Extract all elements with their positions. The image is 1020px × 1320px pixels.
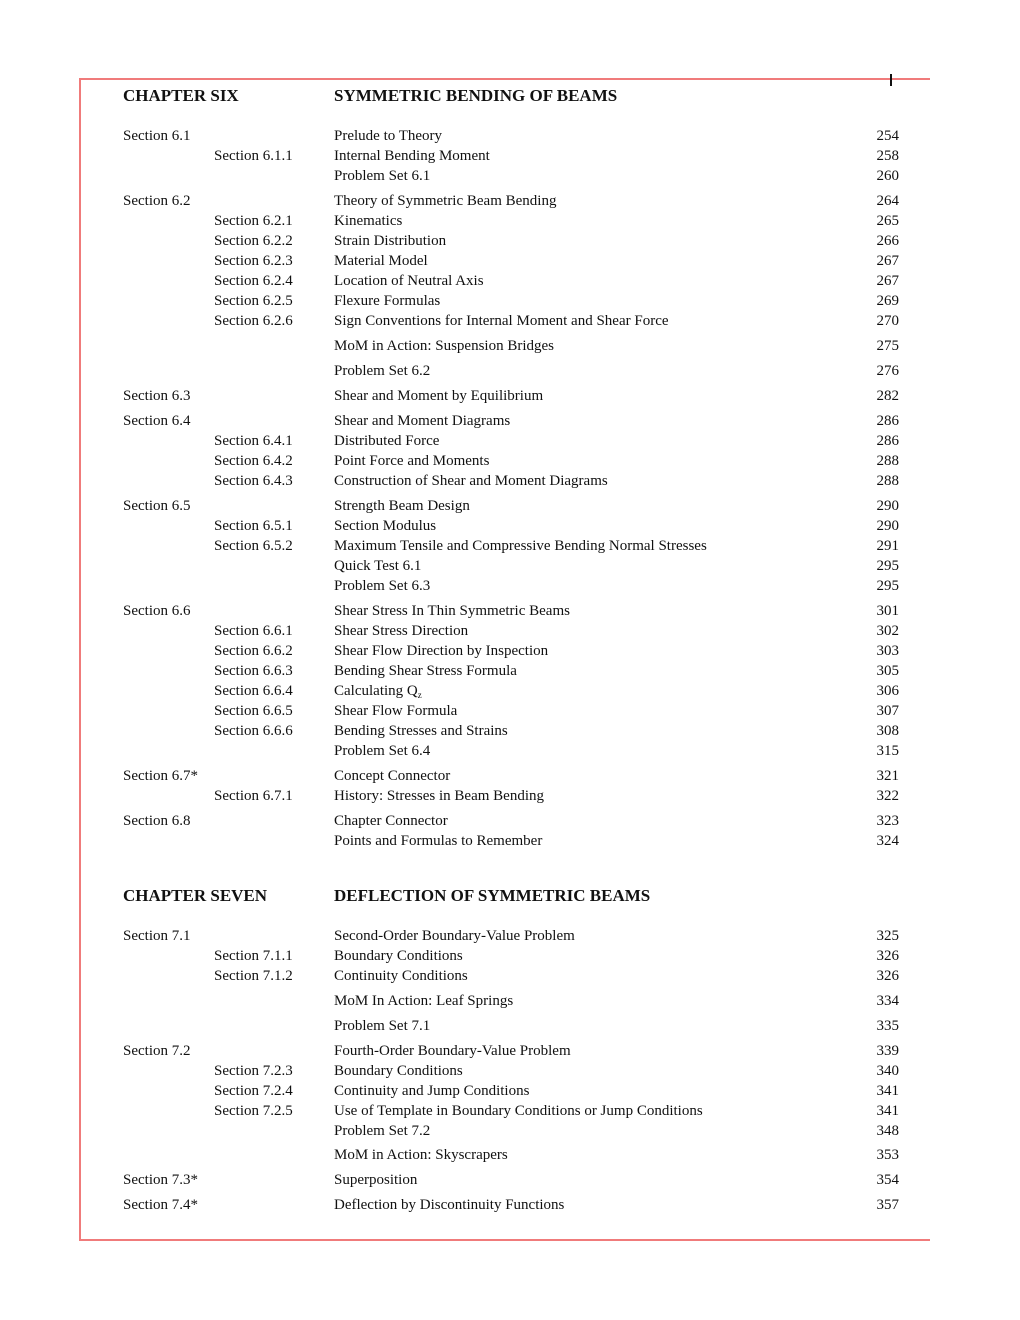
toc-entry[interactable] xyxy=(0,431,1020,451)
subsection-number: Section 6.2.6 xyxy=(214,313,293,329)
toc-entry[interactable] xyxy=(0,496,1020,516)
entry-title xyxy=(334,451,489,471)
toc-entry[interactable] xyxy=(0,991,1020,1011)
page-number: 295 xyxy=(876,578,899,594)
entry-title xyxy=(334,991,513,1011)
entry-title xyxy=(334,271,484,291)
toc-entry[interactable] xyxy=(0,126,1020,146)
toc-entry[interactable] xyxy=(0,291,1020,311)
toc-entry[interactable] xyxy=(0,411,1020,431)
entry-title-text: Kinematics xyxy=(334,213,403,229)
subsection-number: Section 6.7.1 xyxy=(214,788,293,804)
entry-title-text: Flexure Formulas xyxy=(334,293,441,309)
entry-title-text: Sign Conventions for Internal Moment and Shear Force xyxy=(334,313,669,329)
entry-title xyxy=(334,741,430,761)
entry-title xyxy=(334,1041,571,1061)
subsection-number: Section 6.5.2 xyxy=(214,538,293,554)
toc-entry[interactable] xyxy=(0,1121,1020,1141)
subsection-number: Section 7.2.5 xyxy=(214,1103,293,1119)
entry-title-text: Calculating Q xyxy=(334,683,418,699)
entry-title xyxy=(334,1061,463,1081)
entry-title-text: Problem Set 6.1 xyxy=(334,168,431,184)
entry-title xyxy=(334,766,450,786)
entry-title xyxy=(334,576,430,596)
page-number: 307 xyxy=(876,703,899,719)
page-number: 290 xyxy=(876,498,899,514)
page-number: 326 xyxy=(876,968,899,984)
chapter-label: CHAPTER SEVEN xyxy=(123,886,268,905)
toc-entry[interactable] xyxy=(0,271,1020,291)
entry-title xyxy=(334,516,436,536)
entry-title-text: Shear Stress In Thin Symmetric Beams xyxy=(334,603,570,619)
entry-title xyxy=(334,166,430,186)
entry-title-text: Material Model xyxy=(334,253,428,269)
section-number: Section 6.8 xyxy=(123,813,191,829)
page-number: 354 xyxy=(876,1172,899,1188)
page-number: 295 xyxy=(876,558,899,574)
toc-entry[interactable] xyxy=(0,621,1020,641)
section-number: Section 6.7* xyxy=(123,768,198,784)
section-number: Section 6.4 xyxy=(123,413,191,429)
entry-title xyxy=(334,681,422,701)
subsection-number: Section 7.2.4 xyxy=(214,1083,293,1099)
page-number: 266 xyxy=(876,233,899,249)
entry-title-text: Problem Set 7.2 xyxy=(334,1123,431,1139)
entry-title-text: Internal Bending Moment xyxy=(334,148,490,164)
page-number: 265 xyxy=(876,213,899,229)
toc-entry[interactable] xyxy=(0,601,1020,621)
subsection-number: Section 6.4.2 xyxy=(214,453,293,469)
entry-title xyxy=(334,191,556,211)
toc-entry[interactable] xyxy=(0,251,1020,271)
page-number: 348 xyxy=(876,1123,899,1139)
entry-title-text: Construction of Shear and Moment Diagrams xyxy=(334,473,608,489)
page-frame-bottom-rule xyxy=(79,1239,930,1241)
toc-entry[interactable] xyxy=(0,721,1020,741)
entry-title xyxy=(334,291,440,311)
entry-title xyxy=(334,831,542,851)
entry-title xyxy=(334,411,510,431)
page-number: 323 xyxy=(876,813,899,829)
entry-title xyxy=(334,926,575,946)
page-number: 275 xyxy=(876,338,899,354)
entry-title xyxy=(334,1121,430,1141)
entry-title-text: Point Force and Moments xyxy=(334,453,490,469)
page-number: 322 xyxy=(876,788,899,804)
page-number: 286 xyxy=(876,413,899,429)
page-number: 341 xyxy=(876,1083,899,1099)
section-number: Section 6.2 xyxy=(123,193,191,209)
subsection-number: Section 6.6.2 xyxy=(214,643,293,659)
subsection-number: Section 6.6.4 xyxy=(214,683,293,699)
toc-entry[interactable] xyxy=(0,451,1020,471)
page-number: 291 xyxy=(876,538,899,554)
page-number: 325 xyxy=(876,928,899,944)
subsection-number: Section 6.2.2 xyxy=(214,233,293,249)
toc-entry[interactable] xyxy=(0,1145,1020,1165)
entry-title xyxy=(334,1170,417,1190)
entry-title-text: Problem Set 6.4 xyxy=(334,743,431,759)
section-number: Section 6.5 xyxy=(123,498,191,514)
toc-entry[interactable] xyxy=(0,926,1020,946)
page-number: 254 xyxy=(876,128,899,144)
entry-title xyxy=(334,211,402,231)
entry-title-text: Prelude to Theory xyxy=(334,128,443,144)
page-number: 267 xyxy=(876,273,899,289)
entry-title xyxy=(334,811,448,831)
entry-title xyxy=(334,496,470,516)
chapter-heading xyxy=(0,886,1020,906)
entry-title-text: Shear and Moment Diagrams xyxy=(334,413,511,429)
page-number: 357 xyxy=(876,1197,899,1213)
chapter-title: DEFLECTION OF SYMMETRIC BEAMS xyxy=(334,886,651,905)
toc-entry[interactable] xyxy=(0,1061,1020,1081)
entry-title-text: Concept Connector xyxy=(334,768,451,784)
section-number: Section 6.6 xyxy=(123,603,191,619)
toc-entry[interactable] xyxy=(0,831,1020,851)
page-number: 260 xyxy=(876,168,899,184)
page-number: 306 xyxy=(876,683,899,699)
entry-title-text: Boundary Conditions xyxy=(334,948,463,964)
entry-title xyxy=(334,1081,529,1101)
toc-entry[interactable] xyxy=(0,701,1020,721)
toc-entry[interactable] xyxy=(0,386,1020,406)
entry-title xyxy=(334,701,457,721)
entry-title-text: Problem Set 6.2 xyxy=(334,363,431,379)
section-number: Section 7.2 xyxy=(123,1043,191,1059)
entry-title xyxy=(334,471,608,491)
page-number: 288 xyxy=(876,453,899,469)
entry-title xyxy=(334,336,554,356)
page-number: 288 xyxy=(876,473,899,489)
entry-title-text: Shear Flow Formula xyxy=(334,703,458,719)
entry-title xyxy=(334,386,543,406)
entry-title-text: Points and Formulas to Remember xyxy=(334,833,543,849)
page-number: 308 xyxy=(876,723,899,739)
toc-entry[interactable] xyxy=(0,311,1020,331)
entry-title-text: Use of Template in Boundary Conditions or Jump Conditions xyxy=(334,1103,703,1119)
entry-title-text: Fourth-Order Boundary-Value Problem xyxy=(334,1043,571,1059)
page-number: 334 xyxy=(876,993,899,1009)
subsection-number: Section 6.4.1 xyxy=(214,433,293,449)
toc-entry[interactable] xyxy=(0,741,1020,761)
entry-title xyxy=(334,1195,564,1215)
chapter-title: SYMMETRIC BENDING OF BEAMS xyxy=(334,86,618,105)
toc-entry[interactable] xyxy=(0,681,1020,701)
entry-title-text: Bending Stresses and Strains xyxy=(334,723,508,739)
section-number: Section 7.3* xyxy=(123,1172,198,1188)
toc-entry[interactable] xyxy=(0,966,1020,986)
page-number: 286 xyxy=(876,433,899,449)
toc-entry[interactable] xyxy=(0,231,1020,251)
toc-entry[interactable] xyxy=(0,166,1020,186)
page-number: 335 xyxy=(876,1018,899,1034)
entry-title xyxy=(334,536,707,556)
entry-title xyxy=(334,621,468,641)
toc-entry[interactable] xyxy=(0,516,1020,536)
crop-mark xyxy=(890,74,892,86)
page-number: 270 xyxy=(876,313,899,329)
toc-entry[interactable] xyxy=(0,556,1020,576)
page-number: 290 xyxy=(876,518,899,534)
subsection-number: Section 6.2.1 xyxy=(214,213,293,229)
toc-entry[interactable] xyxy=(0,1170,1020,1190)
toc-entry[interactable] xyxy=(0,336,1020,356)
entry-title xyxy=(334,1016,430,1036)
section-number: Section 7.4* xyxy=(123,1197,198,1213)
page-number: 321 xyxy=(876,768,899,784)
toc-entry[interactable] xyxy=(0,1016,1020,1036)
entry-title-text: Deflection by Discontinuity Functions xyxy=(334,1197,565,1213)
subsection-number: Section 6.6.6 xyxy=(214,723,293,739)
subsection-number: Section 7.1.1 xyxy=(214,948,293,964)
section-number: Section 7.1 xyxy=(123,928,191,944)
entry-title-text: Continuity Conditions xyxy=(334,968,468,984)
entry-title-text: Maximum Tensile and Compressive Bending Normal Stresses xyxy=(334,538,707,554)
page-number: 303 xyxy=(876,643,899,659)
entry-title-text: Bending Shear Stress Formula xyxy=(334,663,517,679)
entry-title xyxy=(334,556,421,576)
toc-entry[interactable] xyxy=(0,1101,1020,1121)
subsection-number: Section 6.4.3 xyxy=(214,473,293,489)
subsection-number: Section 6.2.5 xyxy=(214,293,293,309)
section-number: Section 6.1 xyxy=(123,128,191,144)
subsection-number: Section 6.6.1 xyxy=(214,623,293,639)
entry-title xyxy=(334,251,428,271)
toc-entry[interactable] xyxy=(0,661,1020,681)
entry-title xyxy=(334,946,463,966)
entry-title xyxy=(334,721,508,741)
subsection-number: Section 6.2.3 xyxy=(214,253,293,269)
entry-title xyxy=(334,661,517,681)
entry-title-text: MoM in Action: Suspension Bridges xyxy=(334,338,555,354)
entry-title-text: Second-Order Boundary-Value Problem xyxy=(334,928,575,944)
entry-title xyxy=(334,146,490,166)
entry-title-text: Shear Stress Direction xyxy=(334,623,469,639)
entry-title xyxy=(334,786,544,806)
toc-entry[interactable] xyxy=(0,536,1020,556)
entry-title xyxy=(334,641,548,661)
toc-entry[interactable] xyxy=(0,191,1020,211)
toc-entry[interactable] xyxy=(0,766,1020,786)
entry-title-text: Problem Set 7.1 xyxy=(334,1018,431,1034)
entry-title xyxy=(334,431,439,451)
page-number: 269 xyxy=(876,293,899,309)
page-number: 301 xyxy=(876,603,899,619)
chapter-heading xyxy=(0,86,1020,106)
section-number: Section 6.3 xyxy=(123,388,191,404)
chapter-label: CHAPTER SIX xyxy=(123,86,239,105)
page-number: 315 xyxy=(876,743,899,759)
page-number: 264 xyxy=(876,193,899,209)
subsection-number: Section 6.6.5 xyxy=(214,703,293,719)
page-number: 258 xyxy=(876,148,899,164)
subsection-number: Section 6.2.4 xyxy=(214,273,293,289)
entry-title-text: Chapter Connector xyxy=(334,813,448,829)
page-number: 341 xyxy=(876,1103,899,1119)
subsection-number: Section 7.1.2 xyxy=(214,968,293,984)
page-number: 276 xyxy=(876,363,899,379)
page-number: 302 xyxy=(876,623,899,639)
toc-entry[interactable] xyxy=(0,641,1020,661)
entry-title-text: Problem Set 6.3 xyxy=(334,578,431,594)
subsection-number: Section 6.6.3 xyxy=(214,663,293,679)
toc-entry[interactable] xyxy=(0,146,1020,166)
entry-title-text: Continuity and Jump Conditions xyxy=(334,1083,530,1099)
page-number: 340 xyxy=(876,1063,899,1079)
entry-title-text: Boundary Conditions xyxy=(334,1063,463,1079)
toc-entry[interactable] xyxy=(0,1195,1020,1215)
subsection-number: Section 6.1.1 xyxy=(214,148,293,164)
entry-title-text: MoM In Action: Leaf Springs xyxy=(334,993,514,1009)
entry-title-text: Strength Beam Design xyxy=(334,498,470,514)
subsection-number: Section 7.2.3 xyxy=(214,1063,293,1079)
entry-title-text: Distributed Force xyxy=(334,433,440,449)
page-number: 267 xyxy=(876,253,899,269)
toc-entry[interactable] xyxy=(0,211,1020,231)
page-number: 353 xyxy=(876,1147,899,1163)
entry-title xyxy=(334,126,442,146)
toc-entry[interactable] xyxy=(0,1081,1020,1101)
entry-title xyxy=(334,1145,508,1165)
entry-title-text: History: Stresses in Beam Bending xyxy=(334,788,544,804)
page-number: 326 xyxy=(876,948,899,964)
entry-title-text: Theory of Symmetric Beam Bending xyxy=(334,193,557,209)
toc-entry[interactable] xyxy=(0,471,1020,491)
page-number: 305 xyxy=(876,663,899,679)
page-number: 339 xyxy=(876,1043,899,1059)
entry-title xyxy=(334,361,430,381)
entry-title-subscript: z xyxy=(417,690,422,700)
entry-title-text: Quick Test 6.1 xyxy=(334,558,422,574)
toc-entry[interactable] xyxy=(0,946,1020,966)
toc-entry[interactable] xyxy=(0,786,1020,806)
page-number: 324 xyxy=(876,833,899,849)
entry-title-text: Superposition xyxy=(334,1172,418,1188)
page-frame-top-rule xyxy=(80,78,930,80)
entry-title-text: Location of Neutral Axis xyxy=(334,273,484,289)
entry-title xyxy=(334,311,669,331)
entry-title-text: Shear Flow Direction by Inspection xyxy=(334,643,549,659)
toc-entry[interactable] xyxy=(0,576,1020,596)
page-number: 282 xyxy=(876,388,899,404)
entry-title-text: Section Modulus xyxy=(334,518,437,534)
entry-title-text: Strain Distribution xyxy=(334,233,447,249)
entry-title xyxy=(334,1101,703,1121)
subsection-number: Section 6.5.1 xyxy=(214,518,293,534)
toc-entry[interactable] xyxy=(0,811,1020,831)
entry-title-text: Shear and Moment by Equilibrium xyxy=(334,388,544,404)
entry-title xyxy=(334,966,468,986)
entry-title xyxy=(334,231,446,251)
entry-title xyxy=(334,601,570,621)
entry-title-text: MoM in Action: Skyscrapers xyxy=(334,1147,508,1163)
toc-entry[interactable] xyxy=(0,361,1020,381)
toc-entry[interactable] xyxy=(0,1041,1020,1061)
